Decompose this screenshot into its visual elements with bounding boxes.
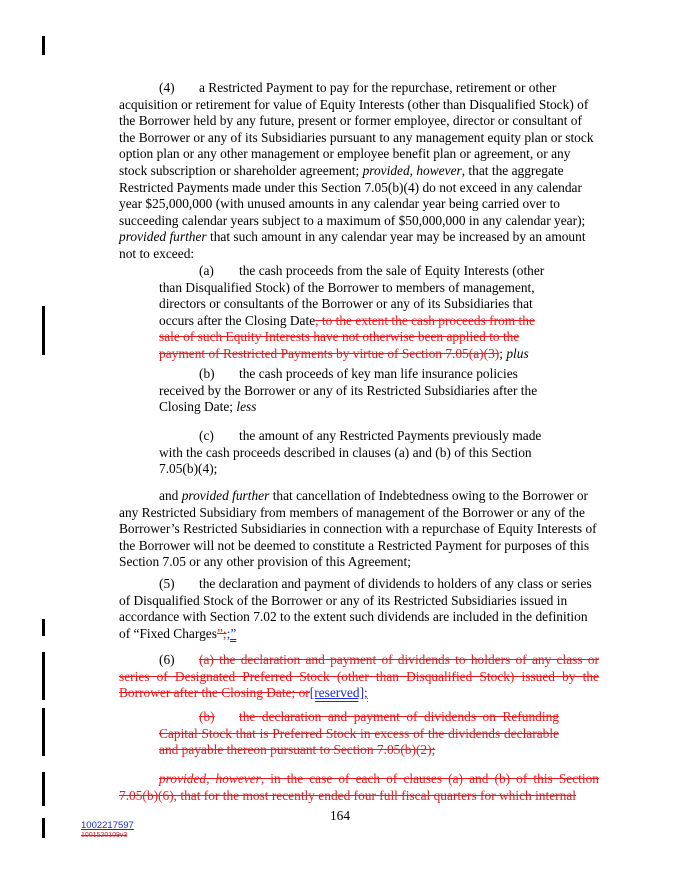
- italic-term: provided, however: [362, 162, 462, 178]
- clause-4: [119, 80, 601, 263]
- clause-text: the declaration and payment of dividends to holders of any class or series of Disqualified Stock of the Borrower or any of its Restricted Subsidiaries issued in accordance with Section 7.02 to the extent such dividends are included in the definition of “Fixed Charges: [119, 576, 592, 641]
- inserted-text: [reserved];: [309, 685, 368, 701]
- change-bar: [42, 619, 45, 636]
- document-id: 1002217597: [81, 820, 134, 831]
- clause-number: (6): [159, 652, 175, 667]
- clause-4b: [159, 366, 559, 416]
- italic-term: provided further: [119, 229, 207, 245]
- clause-text: that cancellation of Indebtedness owing to the Borrower or any Restricted Subsidiary from members of management of the Borrower or any of the Borrower’s Restricted Subsidiaries in connection with a repurchase of Equity Interests of the Borrower will not be deemed to constitute a Restricted Payment for purposes of this Section 7.05 or any other provision of this Agreement;: [119, 488, 597, 570]
- proviso-deleted: [119, 771, 599, 804]
- deleted-text: , in the case of each of clauses (a) and (b) of this Section 7.05(b)(6), that for the most recently ended four full fiscal quarters for which internal: [119, 771, 599, 803]
- clause-number: (b): [199, 709, 215, 724]
- clause-4a: [159, 263, 559, 363]
- deleted-text: (a) the declaration and payment of dividends to holders of any class or series of Designated Preferred Stock (other than Disqualified Stock) issued by the Borrower after the Closing Date; or: [119, 652, 599, 701]
- clause-4c: [159, 428, 559, 478]
- clause-text: and: [159, 488, 182, 503]
- clause-6b: [159, 709, 559, 759]
- clause-number: (b): [199, 366, 215, 381]
- clause-number: (4): [159, 80, 175, 95]
- change-bar: [42, 708, 45, 756]
- change-bar: [42, 306, 45, 355]
- change-bar: [42, 36, 45, 55]
- deleted-text: ”;: [216, 625, 227, 641]
- italic-term: provided further: [181, 488, 270, 503]
- clause-number: (c): [199, 428, 214, 443]
- clause-text: the cash proceeds of key man life insurance policies received by the Borrower or any of its Restricted Subsidiaries after the Closing Date;: [159, 366, 538, 415]
- clause-text: the cash proceeds from the sale of Equity Interests (other than Disqualified Stock) of the Borrower to members of management, directors or consultants of the Borrower or any of its Subsidiaries that occurs after the Closing Date: [159, 263, 545, 328]
- clause-6: [119, 652, 599, 702]
- proviso-paragraph: [119, 488, 601, 571]
- clause-text: , that the aggregate Restricted Payments made under this Section 7.05(b)(4) do not exceed in any calendar year $25,000,000 (with unused amounts in any calendar year being carried over to succeeding calendar years subject to a maximum of $50,000,000 in any calendar year);: [119, 162, 586, 228]
- clause-text: that such amount in any calendar year may be increased by an amount not to exceed:: [119, 229, 586, 261]
- clause-number: (a): [199, 263, 214, 278]
- deleted-italic-term: provided, however: [159, 771, 261, 786]
- clause-5: [119, 576, 601, 642]
- change-bar: [42, 652, 45, 700]
- deleted-text: the declaration and payment of dividends on Refunding Capital Stock that is Preferred Stock in excess of the dividends declarable and payable thereon pursuant to Section 7.05(b)(2);: [159, 709, 559, 758]
- inserted-text: ;”: [226, 625, 237, 641]
- page-number: 164: [329, 808, 351, 823]
- deleted-text: , to the extent the cash proceeds from the sale of such Equity Interests have not otherwise been applied to the payment of Restricted Payments by virtue of Section 7.05(a)(3): [159, 312, 535, 361]
- clause-number: (5): [159, 576, 175, 591]
- clause-text: a Restricted Payment to pay for the repurchase, retirement or other acquisition or retirement for value of Equity Interests (other than Disqualified Stock) of the Borrower held by any future, present or former employee, director or consultant of the Borrower or any of its Subsidiaries pursuant to any management equity plan or stock option plan or any other management or employee benefit plan or agreement, or any stock subscription or shareholder agreement;: [119, 80, 594, 178]
- document-id-old: 1001520109v3: [81, 832, 128, 839]
- clause-text: the amount of any Restricted Payments previously made with the cash proceeds described in clauses (a) and (b) of this Section 7.05(b)(4);: [159, 428, 542, 477]
- change-bar: [42, 772, 45, 806]
- italic-term: less: [236, 399, 257, 415]
- clause-text: ;: [499, 345, 507, 361]
- italic-term: plus: [506, 345, 529, 361]
